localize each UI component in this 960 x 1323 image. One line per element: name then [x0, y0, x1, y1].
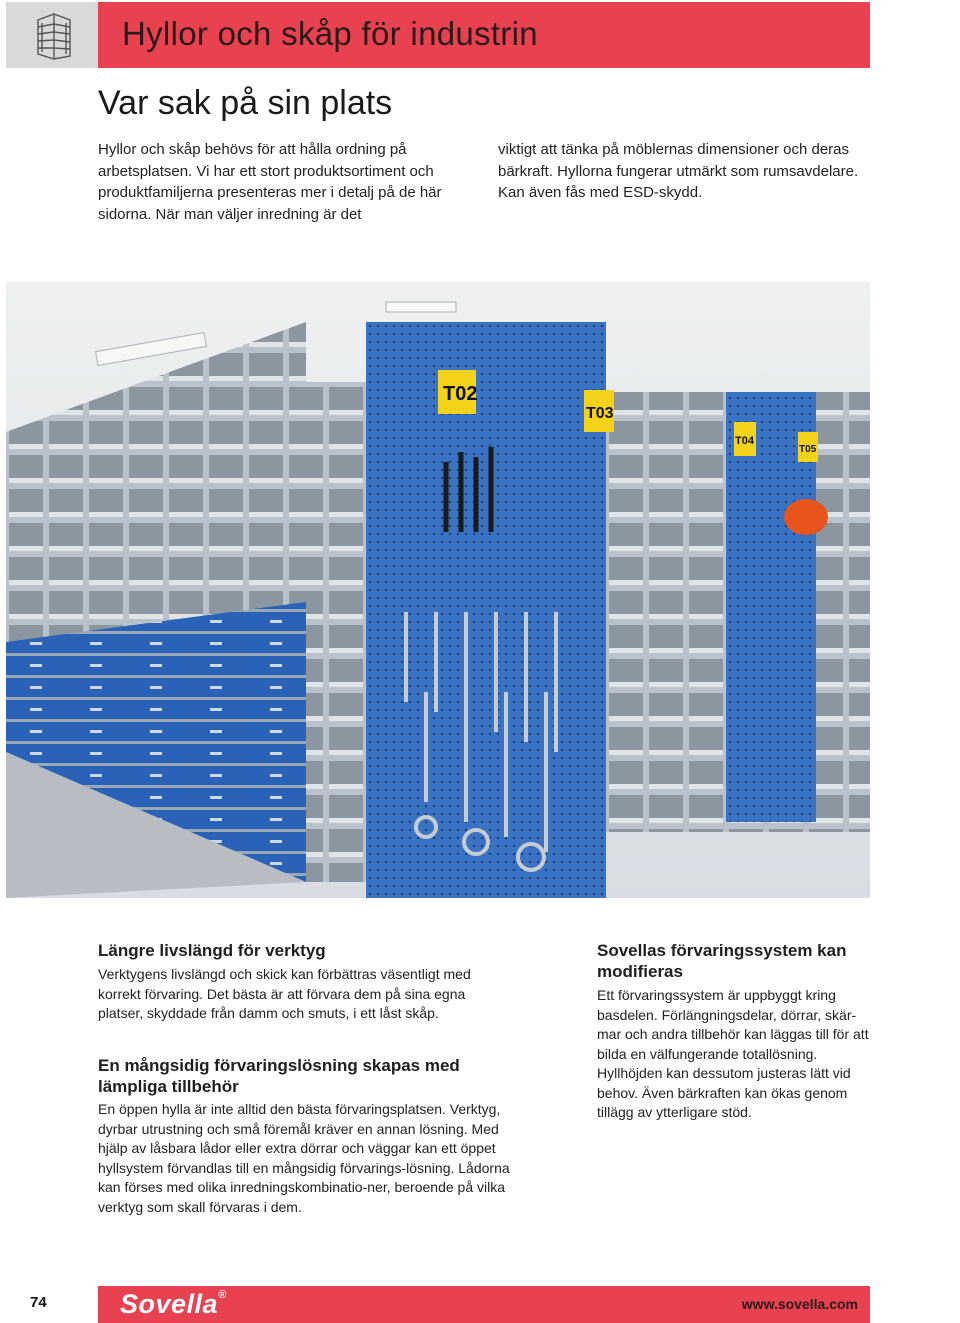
section-body-tool-life: Verktygens livslängd och skick kan förbättras väsentligt med korrekt förvaring. Det bästa är att förvara dem på sina egna platser, skyddade från damm och smuts, i ett låst skåp.	[98, 966, 471, 1021]
footer-band	[98, 1286, 870, 1323]
section-heading-modifiable: Sovellas förvaringssystem kan modifieras	[597, 941, 847, 981]
section-heading-tool-life: Längre livslängd för verktyg	[98, 941, 326, 960]
header-title: Hyllor och skåp för industrin	[122, 15, 538, 52]
intro-text-left: Hyllor och skåp behövs för att hålla ordning på arbetsplatsen. Vi har ett stort produktsortiment och produktfamiljerna presenteras mer i detalj på de här sidorna. När man väljer inredning är det	[98, 141, 442, 223]
photo-label-t02: T02	[443, 383, 478, 405]
section-heading-versatile-storage: En mångsidig förvaringslösning skapas med lämpliga tillbehör	[98, 1056, 460, 1096]
page-number: 74	[30, 1294, 47, 1311]
logo-registered-mark: ®	[218, 1289, 227, 1301]
shelving-icon	[32, 12, 74, 60]
section-body-modifiable: Ett förvaringssystem är uppbyggt kring basdelen. Förlängningsdelar, dörrar, skär-mar och andra tillbehör kan läggas till för att bilda en välfungerande totallösning. Hyllhöjden kan dessutom justeras lätt vid behov. Även bärkraften kan ökas genom tillägg av ytterligare stöd.	[597, 987, 869, 1120]
sovella-logo	[120, 1289, 227, 1320]
section-body-versatile-storage: En öppen hylla är inte alltid den bästa förvaringsplatsen. Verktyg, dyrbar utrustning och små föremål kräver en annan lösning. Med hjälp av låsbara lådor eller extra dörrar och väggar kan ett öppet hyllsystem förvandlas till en mångsidig förvarings-lösning. Lådorna kan förses med olika inredningskombinatio-ner, beroende på vilka verktyg som skall förvaras i dem.	[98, 1101, 510, 1215]
photo-label-t05: T05	[799, 444, 817, 455]
logo-text: Sovella	[120, 1289, 219, 1319]
shelving-photo	[6, 282, 870, 898]
header-icon-box	[6, 2, 98, 68]
intro-text-right: viktigt att tänka på möblernas dimensioner och deras bärkraft. Hyllorna fungerar utmärkt som rumsavdelare. Kan även fås med ESD-skydd.	[498, 141, 859, 201]
header-band	[98, 2, 870, 68]
photo-label-t03: T03	[586, 405, 614, 422]
page-title: Var sak på sin plats	[98, 84, 393, 122]
photo-label-t04: T04	[735, 435, 754, 447]
footer-url[interactable]: www.sovella.com	[741, 1296, 858, 1312]
